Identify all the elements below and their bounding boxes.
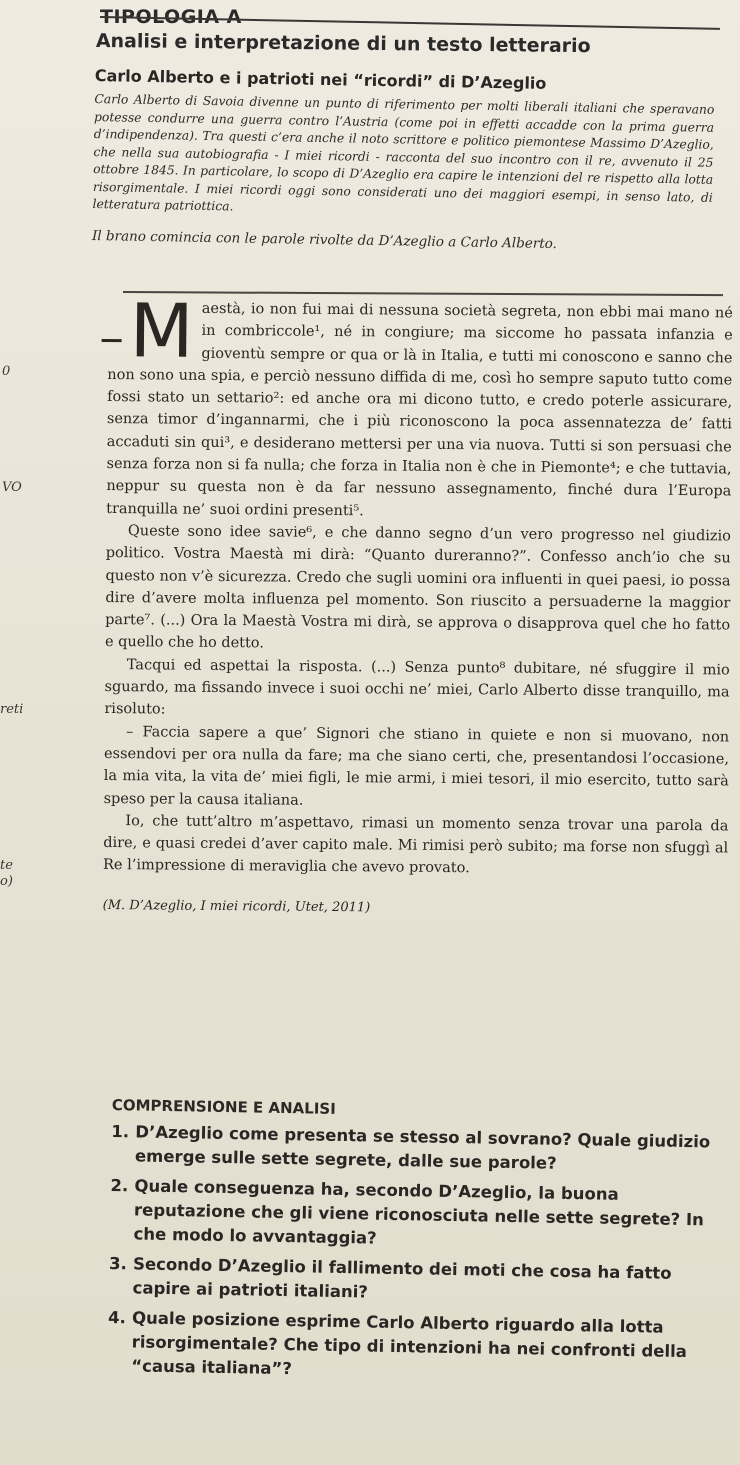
- question-text: D’Azeglio come presenta se stesso al sovrano? Quale giudizio emerge sulle sette segrete, dalle sue parole?: [134, 1122, 711, 1173]
- question-item: [111, 1120, 730, 1179]
- paragraph-5: Io, che tutt’altro m’aspettavo, rimasi un momento senza trovar una parola da dire, e quasi credei d’aver capito male. Mi rimisi però subito; ma forse non sfuggì al Re l’impressione di meraviglia che avevo provato.: [102, 813, 729, 877]
- question-text: Quale conseguenza ha, secondo D’Azeglio, la buona reputazione che gli viene riconosciuta nelle sette segrete? In che modo lo avvantaggia?: [133, 1176, 705, 1248]
- paragraph-1-text: aestà, io non fui mai di nessuna società segreta, non ebbi mai mano né in combriccole¹, né in congiure; ma siccome ho passata infanzia e gioventù sempre or qua or là in Italia, e tutti mi conoscono e sanno che non sono una spia, e perciò nessuno diffida di me, così ho sempre saputo tutto come fossi stato un settario²: ed anche ora mi dicono tutto, e credo poterle assicurare, senza timor d’ingannarmi, che i più riconoscono la poca assennatezza de’ fatti accaduti sin qui³, e desiderano mettersi per una via nuova. Tutti si son persuasi che senza forza non si fa nulla; che forza in Italia non è che in Piemonte⁴; e che tuttavia, neppur su questa non è da far nessuno assegnamento, finché dura l’Europa tranquilla ne’ suoi ordini presenti⁵.: [106, 300, 733, 519]
- intro-lead: Il brano comincia con le parole rivolte da D’Azeglio a Carlo Alberto.: [91, 227, 558, 252]
- intro-text: Carlo Alberto di Savoia divenne un punto di riferimento per molti liberali italiani che speravano potesse condurre una guerra contro l’Austria (come poi in effetti accadde con la prima guerra d’indipendenza). Tra questi c’era anche il noto scrittore e politico piemontese Massimo D’Azeglio, che nella sua autobiografia - I miei ricordi - racconta del suo incontro con il re, avvenuto il 25 ottobre 1845. In particolare, lo scopo di D’Azeglio era capire le intenzioni del re rispetto alla lotta risorgimentale. I miei ricordi oggi sono considerati uno dei maggiori esempi, in senso lato, di letteratura patriottica.: [92, 91, 715, 214]
- question-number: 3.: [108, 1253, 127, 1274]
- paragraph-1: [106, 288, 733, 525]
- paragraph-4: – Faccia sapere a que’ Signori che stiano in quiete e non si muovano, non essendovi per ora nulla da fare; ma che siano certi, che, presentandosi l’occasione, la mia vita, la vita de’ miei figli, le mie armi, i miei tesori, il mio esercito, tutto sarà speso per la causa italiana.: [103, 723, 730, 809]
- literary-excerpt: [102, 288, 733, 922]
- question-item: [109, 1174, 728, 1257]
- questions-section: [107, 1096, 730, 1395]
- intro-box: [92, 66, 715, 254]
- paragraph-3: Tacqui ed aspettai la risposta. (...) Senza punto⁸ dubitare, né sfuggire il mio sguardo, ma fissando invece i suoi occhi ne’ miei, Carlo Alberto disse tranquillo, ma risoluto:: [104, 656, 730, 718]
- questions-list: [107, 1120, 729, 1389]
- drop-cap: M: [129, 288, 194, 375]
- question-text: Secondo D’Azeglio il fallimento dei moti che cosa ha fatto capire ai patrioti italiani?: [132, 1254, 672, 1302]
- margin-note: 0: [2, 364, 11, 379]
- story-rule: [123, 291, 723, 296]
- question-number: 2.: [110, 1175, 129, 1196]
- margin-note: o): [0, 874, 13, 889]
- paragraph-2: Queste sono idee savie⁶, e che danno segno d’un vero progresso nel giudizio politico. Vostra Maestà mi dirà: “Quanto dureranno?”. Confesso anch’io che su questo non v’è sicurezza. Credo che sugli uomini ora influenti in quei paesi, io possa dire d’avere molta influenza pel momento. Son riuscito a persuaderne la maggior parte⁷. (...) Ora la Maestà Vostra mi dirà, se approva o disapprova quel che ho fatto e quello che ho detto.: [104, 523, 732, 652]
- question-number: 1.: [111, 1121, 130, 1142]
- questions-heading: COMPRENSIONE E ANALISI: [111, 1096, 336, 1118]
- intro-heading: Carlo Alberto e i patrioti nei “ricordi” di D’Azeglio: [94, 66, 547, 93]
- question-number: 4.: [107, 1307, 127, 1328]
- question-text: Quale posizione esprime Carlo Alberto riguardo alla lotta risorgimentale? Che tipo di intenzioni ha nei confronti della “causa italiana”?: [131, 1308, 688, 1379]
- dialogue-dash: [102, 339, 122, 342]
- margin-note: reti: [0, 702, 24, 717]
- margin-note: te: [0, 858, 13, 873]
- section-title: Analisi e interpretazione di un testo letterario: [95, 30, 591, 58]
- question-item: [108, 1252, 727, 1311]
- source-citation: (M. D’Azeglio, I miei ricordi, Utet, 2011): [102, 897, 371, 916]
- margin-note: VO: [2, 480, 22, 495]
- question-item: [107, 1306, 726, 1389]
- section-label: TIPOLOGIA A: [100, 6, 242, 28]
